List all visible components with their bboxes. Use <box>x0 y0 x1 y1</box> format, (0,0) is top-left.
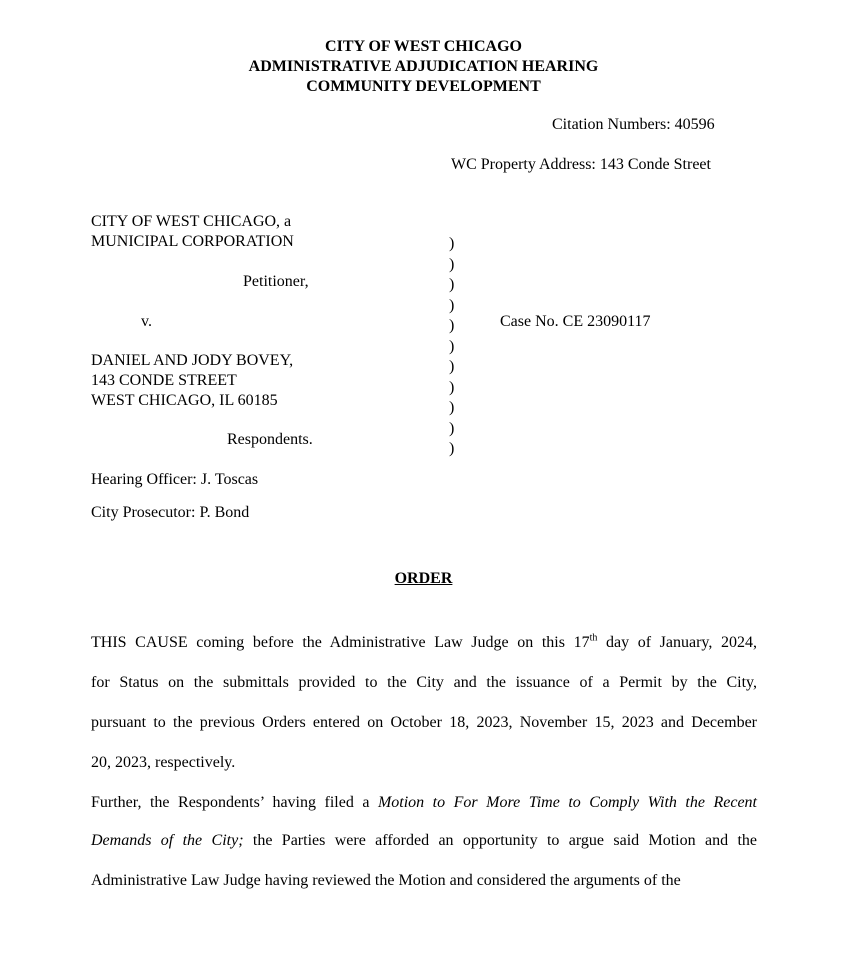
order-title: ORDER <box>394 570 453 587</box>
caption-paren: ) <box>449 276 455 293</box>
caption-paren: ) <box>449 337 455 355</box>
caption-paren: ) <box>449 317 455 334</box>
respondent-name-line1: DANIEL AND JODY BOVEY, <box>91 352 294 369</box>
caption-paren: ) <box>449 440 455 457</box>
caption-paren: ) <box>449 358 455 375</box>
city-prosecutor: City Prosecutor: P. Bond <box>91 504 250 521</box>
paragraph-line: 20, 2023, respectively. <box>91 754 236 771</box>
motion-title: Demands of the City; <box>91 832 244 849</box>
hearing-officer: Hearing Officer: J. Toscas <box>91 471 259 488</box>
header-department: COMMUNITY DEVELOPMENT <box>306 78 541 95</box>
paragraph-line: pursuant to the previous Orders entered on October 18, 2023, November 15, 2023 and December <box>91 714 757 731</box>
header-hearing: ADMINISTRATIVE ADJUDICATION HEARING <box>248 58 599 75</box>
respondent-address-line2: WEST CHICAGO, IL 60185 <box>91 392 278 409</box>
property-address: WC Property Address: 143 Conde Street <box>451 156 711 173</box>
paragraph-line: Demands of the City; the Parties were afforded an opportunity to argue said Motion and the <box>91 832 758 849</box>
caption-paren: ) <box>449 378 455 396</box>
paragraph-line: for Status on the submittals provided to the City and the issuance of a Permit by the City, <box>91 674 757 691</box>
case-number: Case No. CE 23090117 <box>500 313 651 330</box>
versus-label: v. <box>141 313 152 330</box>
paragraph-line: Administrative Law Judge having reviewed the Motion and considered the arguments of the <box>91 872 681 889</box>
petitioner-label: Petitioner, <box>243 273 309 290</box>
caption-paren: ) <box>449 399 455 416</box>
paragraph-line: THIS CAUSE coming before the Administrative Law Judge on this 17th day of January, 2024, <box>91 632 757 651</box>
petitioner-name-line1: CITY OF WEST CHICAGO, a <box>91 213 292 230</box>
paragraph-line: Further, the Respondents’ having filed a Motion to For More Time to Comply With the Recent <box>91 794 758 811</box>
ordinal-superscript: th <box>589 632 598 644</box>
caption-paren: ) <box>449 255 455 273</box>
respondent-label: Respondents. <box>227 431 313 448</box>
respondent-address-line1: 143 CONDE STREET <box>91 372 237 389</box>
petitioner-name-line2: MUNICIPAL CORPORATION <box>91 233 294 250</box>
motion-title: Motion to For More Time to Comply With the Recent <box>377 794 758 811</box>
caption-paren: ) <box>449 235 455 252</box>
caption-paren: ) <box>449 419 455 437</box>
citation-numbers: Citation Numbers: 40596 <box>552 116 715 133</box>
header-city: CITY OF WEST CHICAGO <box>325 38 522 55</box>
caption-paren: ) <box>449 296 455 314</box>
caption-parentheses-column <box>449 234 461 460</box>
